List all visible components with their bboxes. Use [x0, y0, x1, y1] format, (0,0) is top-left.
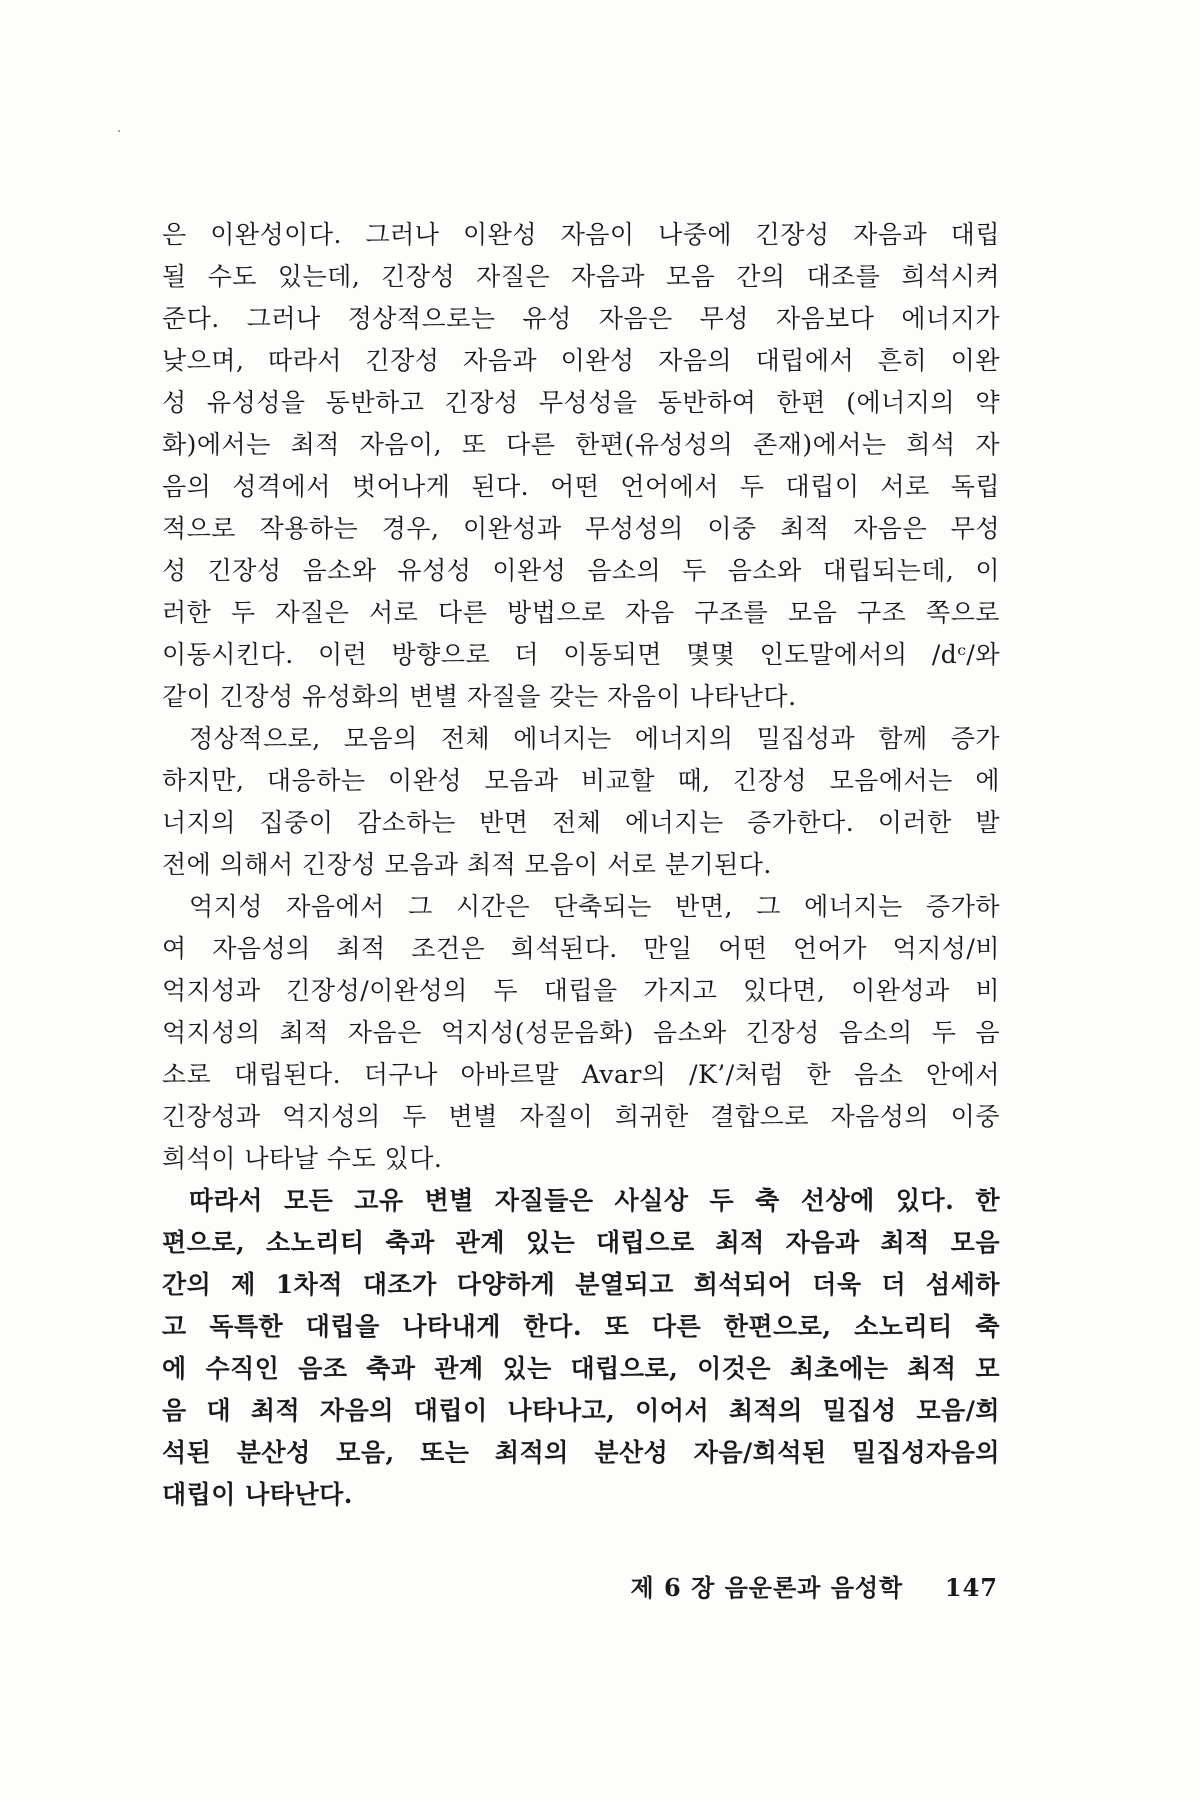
text-line: 될 수도 있는데, 긴장성 자질은 자음과 모음 간의 대조를 희석시켜	[162, 262, 1000, 291]
scan-speck	[118, 130, 120, 132]
text-line: 에 수직인 음조 축과 관계 있는 대립으로, 이것은 최초에는 최적 모	[162, 1354, 1000, 1383]
text-line: 억지성과 긴장성/이완성의 두 대립을 가지고 있다면, 이완성과 비	[162, 976, 1000, 1005]
text-line: 러한 두 자질은 서로 다른 방법으로 자음 구조를 모음 구조 쪽으로	[162, 598, 1000, 627]
page-footer	[630, 1572, 998, 1604]
text-line: 소로 대립된다. 더구나 아바르말 Avar의 /K’/처럼 한 음소 안에서	[162, 1060, 1000, 1089]
text-line: 석된 분산성 모음, 또는 최적의 분산성 자음/희석된 밀집성자음의	[162, 1438, 1000, 1467]
running-footer-chapter: 제 6 장 음운론과 음성학	[630, 1573, 904, 1602]
paragraph-1	[162, 214, 1000, 718]
text-line: 따라서 모든 고유 변별 자질들은 사실상 두 축 선상에 있다. 한	[189, 1186, 1000, 1215]
text-line: 화)에서는 최적 자음이, 또 다른 한편(유성성의 존재)에서는 희석 자	[162, 430, 1000, 459]
text-line: 억지성의 최적 자음은 억지성(성문음화) 음소와 긴장성 음소의 두 음	[162, 1018, 1000, 1047]
text-line: 성 긴장성 음소와 유성성 이완성 음소의 두 음소와 대립되는데, 이	[162, 556, 1000, 585]
text-line: 대립이 나타난다.	[162, 1480, 353, 1509]
text-line: 음 대 최적 자음의 대립이 나타나고, 이어서 최적의 밀집성 모음/희	[162, 1396, 1000, 1425]
page-number: 147	[944, 1573, 998, 1602]
text-line: 억지성 자음에서 그 시간은 단축되는 반면, 그 에너지는 증가하	[189, 892, 1000, 921]
text-line: 여 자음성의 최적 조건은 희석된다. 만일 어떤 언어가 억지성/비	[162, 934, 1000, 963]
text-line: 성 유성성을 동반하고 긴장성 무성성을 동반하여 한편 (에너지의 약	[162, 388, 1000, 417]
text-line: 전에 의해서 긴장성 모음과 최적 모음이 서로 분기된다.	[162, 850, 772, 879]
text-line: 너지의 집중이 감소하는 반면 전체 에너지는 증가한다. 이러한 발	[162, 808, 1000, 837]
paragraph-3	[162, 886, 1000, 1180]
paragraph-2	[162, 718, 1000, 886]
text-line: 적으로 작용하는 경우, 이완성과 무성성의 이중 최적 자음은 무성	[162, 514, 1000, 543]
text-line: 편으로, 소노리티 축과 관계 있는 대립으로 최적 자음과 최적 모음	[162, 1228, 1000, 1257]
text-line: 음의 성격에서 벗어나게 된다. 어떤 언어에서 두 대립이 서로 독립	[162, 472, 1000, 501]
text-line: 간의 제 1차적 대조가 다양하게 분열되고 희석되어 더욱 더 섬세하	[162, 1270, 1000, 1299]
text-line: 은 이완성이다. 그러나 이완성 자음이 나중에 긴장성 자음과 대립	[162, 220, 1000, 249]
body-text	[162, 214, 1000, 1516]
text-line: 정상적으로, 모음의 전체 에너지는 에너지의 밀집성과 함께 증가	[189, 724, 1000, 753]
text-line: 준다. 그러나 정상적으로는 유성 자음은 무성 자음보다 에너지가	[162, 304, 1000, 333]
text-line: 낮으며, 따라서 긴장성 자음과 이완성 자음의 대립에서 흔히 이완	[162, 346, 1000, 375]
text-line: 긴장성과 억지성의 두 변별 자질이 희귀한 결합으로 자음성의 이중	[162, 1102, 1000, 1131]
text-line: 고 독특한 대립을 나타내게 한다. 또 다른 한편으로, 소노리티 축	[162, 1312, 1000, 1341]
text-line: 이동시킨다. 이런 방향으로 더 이동되면 몇몇 인도말에서의 /dᶜ/와	[162, 640, 1000, 669]
text-line: 희석이 나타날 수도 있다.	[162, 1144, 443, 1173]
paragraph-4	[162, 1180, 1000, 1516]
text-line: 같이 긴장성 유성화의 변별 자질을 갖는 자음이 나타난다.	[162, 682, 797, 711]
text-line: 하지만, 대응하는 이완성 모음과 비교할 때, 긴장성 모음에서는 에	[162, 766, 1000, 795]
